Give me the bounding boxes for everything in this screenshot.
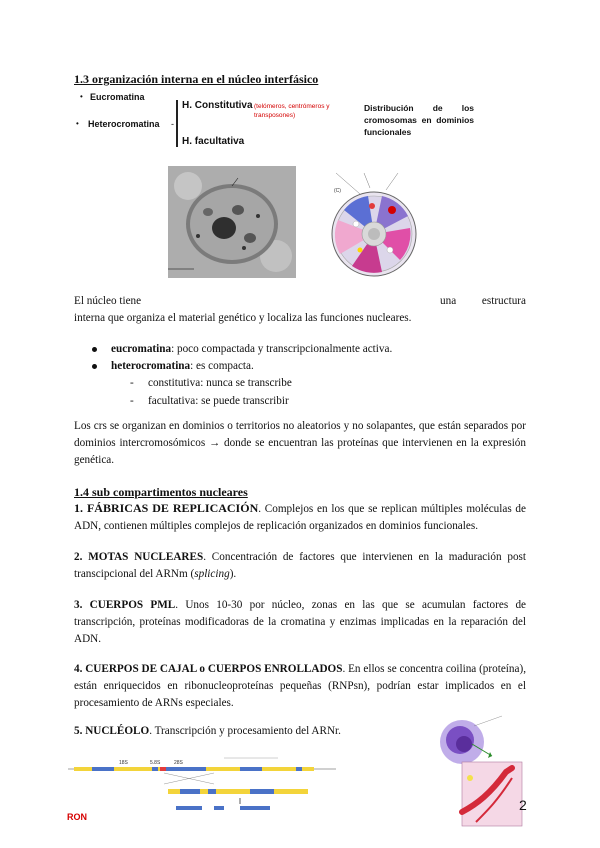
item-italic: splicing (194, 568, 230, 581)
slide-distribution-text: Distribución de los cromosomas en dominios funcionales (364, 103, 474, 137)
bullet-marker: • (76, 119, 79, 128)
slide-constitutive-title: H. Constitutiva (182, 100, 253, 111)
section-13-heading: 1.3 organización interna en el núcleo interfásico (74, 72, 319, 86)
label-18s: 18S (119, 760, 128, 766)
list-item-desc: : poco compactada y transcripcionalmente activa. (171, 343, 393, 355)
item-title: 5. NUCLÉOLO (74, 725, 150, 737)
brace-line (176, 100, 178, 147)
item-title: 4. CUERPOS DE CAJAL o CUERPOS ENROLLADOS (74, 663, 343, 675)
subcompartment-5 (74, 723, 394, 740)
label-28s: 28S (174, 760, 183, 766)
list-item (92, 358, 522, 375)
intro-text-a: El núcleo tiene (74, 295, 142, 307)
sub-list-item (92, 375, 522, 392)
slide-constitutive-note: (telómeros, centrómeros y transposones) (254, 103, 330, 119)
nucleolus-diagram (432, 708, 532, 828)
subcompartment-2 (74, 549, 526, 583)
sub-list-text: facultativa: se puede transcribir (148, 394, 289, 407)
nucleus-micrograph (168, 166, 296, 278)
page-number: 2 (519, 797, 527, 813)
item-title: 2. MOTAS NUCLEARES (74, 551, 204, 563)
chromosome-territories-diagram (326, 166, 422, 278)
slide-dash: - (171, 119, 174, 129)
ron-label: RON (67, 812, 87, 822)
slide-bullet-heterocromatina: Heterocromatina (88, 119, 160, 129)
rrna-gene-diagram (64, 754, 340, 826)
subcompartment-3 (74, 597, 526, 649)
svg-text:(C): (C) (334, 188, 341, 194)
slide-snippet (74, 92, 514, 147)
bullet-marker: • (80, 92, 83, 101)
item-text: . Transcripción y procesamiento del ARNr. (149, 725, 341, 737)
intro-text-c: estructura (481, 295, 526, 307)
list-item-term: eucromatina (111, 343, 172, 355)
slide-bullet-eucromatina: Eucromatina (90, 92, 145, 102)
item-title: 3. CUERPOS PML (74, 599, 176, 611)
subcompartment-1 (74, 500, 526, 535)
item-title: 1. FÁBRICAS DE REPLICACIÓN (74, 501, 259, 515)
bullet-dot (92, 347, 97, 352)
section-14-heading: 1.4 sub compartimentos nucleares (74, 485, 248, 499)
item-text: . Unos 10-30 por núcleo, zonas en las que se acumulan factores de transcripción, proteínas modificadoras de la cromatina y enzimas implicadas en la reparación del ADN. (74, 599, 527, 646)
item-tail: ). (229, 568, 237, 581)
list-item-term: heterocromatina (111, 360, 191, 373)
territories-paragraph: Los crs se organizan en dominios o territorios no aleatorios y no solapantes, que están separados por dominios intercromosómicos → donde se encuentran las proteínas que intervienen en la expresión genética. (74, 420, 526, 467)
sub-list-text: constitutiva: nunca se transcribe (148, 377, 292, 390)
label-58s: 5.8S (150, 760, 161, 766)
dash-marker: - (130, 377, 134, 390)
item-text: . Concentración de factores que intervienen en la maduración post transcipcional del ARNm ( (74, 551, 526, 581)
intro-text-b: una (440, 295, 457, 307)
chromatin-list (92, 341, 522, 410)
list-item-desc: : es compacta. (190, 360, 254, 373)
slide-facultative-title: H. facultativa (182, 136, 245, 147)
subcompartment-4 (74, 661, 526, 713)
item-text: . En ellos se concentra coilina (proteína), están enriquecidos en ribonucleoproteínas pequeñas (RNPsn), podrían estar implicados en el procesamiento de ARNs especiales. (74, 663, 526, 710)
intro-paragraph (74, 293, 526, 327)
intro-text-d: interna que organiza el material genético y localiza las funciones nucleares. (74, 312, 412, 324)
sub-list-item (92, 393, 522, 410)
item-text: . Complejos en los que se replican múltiples moléculas de ADN, contienen múltiples complejos de replicación organizados en dominios funcionales. (74, 503, 526, 533)
dash-marker: - (130, 394, 134, 407)
bullet-dot (92, 364, 97, 369)
list-item (92, 341, 522, 358)
